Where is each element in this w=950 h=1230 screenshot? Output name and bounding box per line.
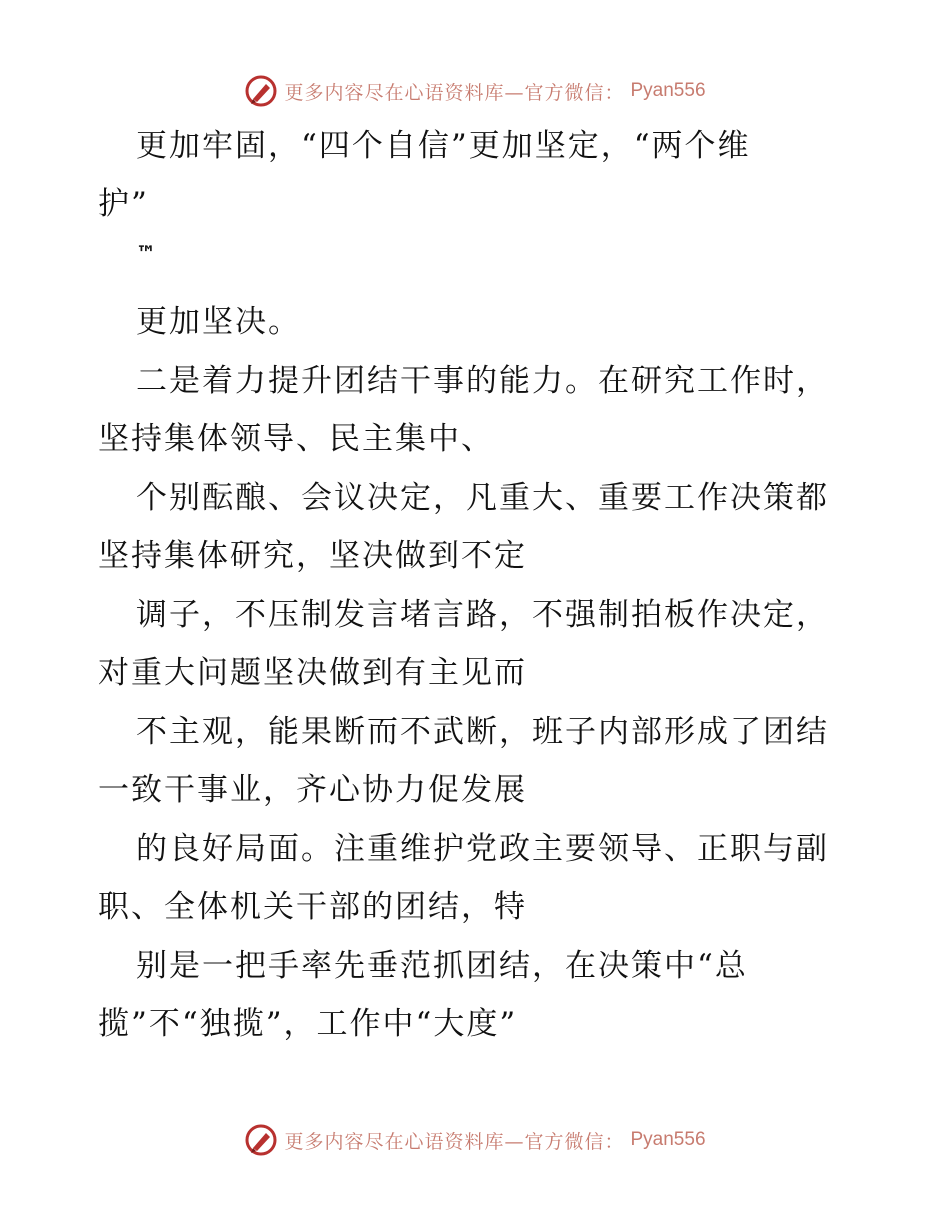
text-line: 揽”不“独揽”，工作中“大度” [98,1006,518,1042]
text-line: 坚持集体领导、民主集中、 [98,421,494,457]
pen-logo-icon [244,1123,278,1157]
text-line: 二是着力提升团结干事的能力。在研究工作时， [136,363,829,399]
text-line: 一致干事业，齐心协力促发展 [98,772,527,808]
text-line: 调子，不压制发言堵言路，不强制拍板作决定， [136,597,829,633]
text-line: 更加牢固，“四个自信”更加坚定，“两个维 [136,128,751,164]
watermark-text: 更多内容尽在心语资料库—官方微信： [284,1130,625,1153]
trademark-symbol: ™ [136,241,156,265]
text-line: 职、全体机关干部的团结，特 [98,889,527,925]
text-line: 的良好局面。注重维护党政主要领导、正职与副 [136,831,829,867]
text-line: 个别酝酿、会议决定，凡重大、重要工作决策都 [136,480,829,516]
text-line: 不主观，能果断而不武断，班子内部形成了团结 [136,714,829,750]
watermark-id: Pyan556 [630,1129,706,1150]
text-line: 别是一把手率先垂范抓团结，在决策中“总 [136,948,748,984]
watermark-text: 更多内容尽在心语资料库—官方微信： [284,81,625,104]
footer-watermark [0,1120,950,1160]
text-line: 对重大问题坚决做到有主见而 [98,655,527,691]
text-line: 坚持集体研究，坚决做到不定 [98,538,527,574]
watermark-id: Pyan556 [630,80,706,101]
text-line: 更加坚决。 [136,304,301,340]
text-line: 护” [98,186,149,222]
